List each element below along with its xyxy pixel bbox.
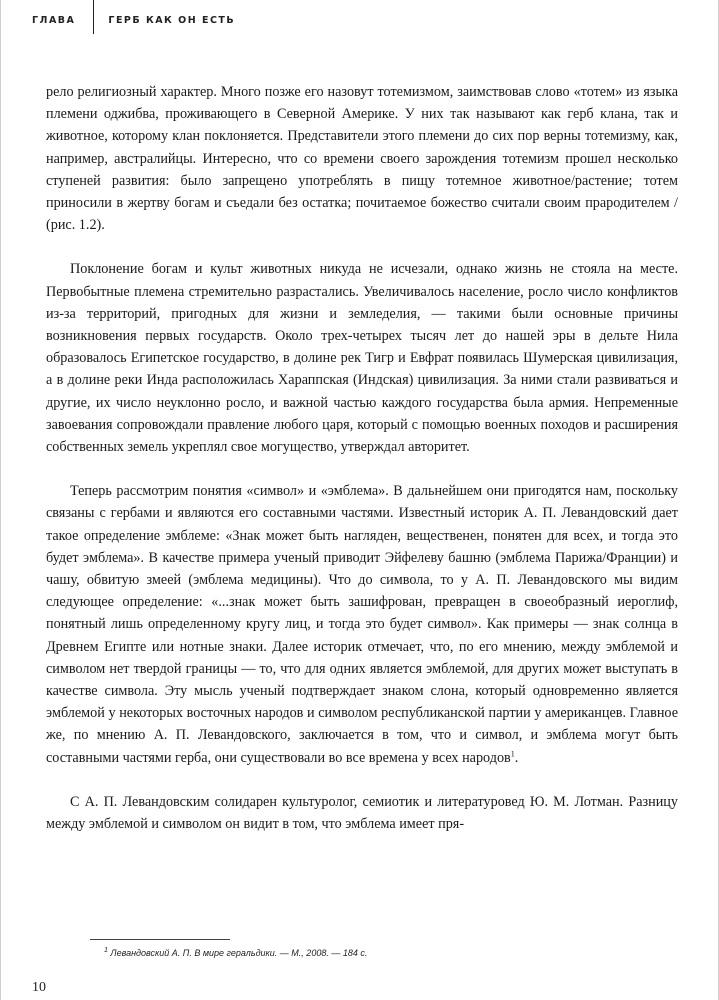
- running-title: ГЕРБ КАК ОН ЕСТЬ: [108, 14, 236, 26]
- paragraph-2: Поклонение богам и культ животных никуда не исчезали, однако жизнь не стояла на месте. Первобытные племена стремительно разрастались. Увеличивалось население, росло число конфликтов из-за территорий, пригодных для жизни и земледелия, — такими были основные причины возникновения первых государств. Около трех-четырех тысяч лет до нашей эры в дельте Нила образовалось Египетское государство, в долине рек Тигр и Евфрат появилась Шумерская цивилизация, а в долине реки Инда расположилась Хараппская (Индская) цивилизация. За ними стали развиваться и другие, их число неуклонно росло, и важной частью каждого государства была армия. Непременные завоевания сопровождали правление любого царя, который с помощью военных походов и расширения собственных земель укреплял свое могущество, утверждал авторитет.: [46, 261, 678, 456]
- page-number: 10: [32, 980, 46, 995]
- footnote-reference[interactable]: 1: [510, 748, 515, 758]
- paragraph-3: Теперь рассмотрим понятия «символ» и «эмблема». В дальнейшем они пригодятся нам, поскольку связаны с гербами и являются его составными частями. Известный историк А. П. Левандовский дает такое определение эмблеме: «Знак может быть нагляден, вещественен, понятен для всех, и тогда это будет эмблема». В качестве примера ученый приводит Эйфелеву башню (эмблема Парижа/Франции) и чашу, обвитую змеей (эмблема медицины). Что до символа, то у А. П. Левандовского мы видим следующее определение: «...знак может быть зашифрован, превращен в своеобразный иероглиф, понятный лишь определенному кругу лиц, и тогда это будет символ». Как примеры — знак солнца в Древнем Египте или нотные знаки. Далее историк отмечает, что, по его мнению, между эмблемой и символом нет твердой границы — то, что для одних является эмблемой, для других может выступать в качестве символа. Эту мысль ученый подтверждает знаком слона, который одновременно является эмблемой у некоторых восточных народов и символом республиканской партии у американцев. Главное же, по мнению А. П. Левандовского, заключается в том, что и символ, и эмблема могут быть составными частями герба, они существовали во все времена у всех народов$^1$.: [46, 483, 678, 766]
- paragraph-3-text: Теперь рассмотрим понятия «символ» и «эмблема». В дальнейшем они пригодятся нам, поскольку связаны с гербами и являются его составными частями. Известный историк А. П. Левандовский дает такое определение эмблеме: «Знак может быть нагляден, вещественен, понятен для всех, и тогда это будет эмблема». В качестве примера ученый приводит Эйфелеву башню (эмблема Парижа/Франции) и чашу, обвитую змеей (эмблема медицины). Что до символа, то у А. П. Левандовского мы видим следующее определение: «...знак может быть зашифрован, превращен в своеобразный иероглиф, понятный лишь определенному кругу лиц, и тогда это будет символ». Как примеры — знак солнца в Древнем Египте или нотные знаки. Далее историк отмечает, что, по его мнению, между эмблемой и символом нет твердой границы — то, что для одних является эмблемой, для других может выступать в качестве символа. Эту мысль ученый подтверждает знаком слона, который одновременно является эмблемой у некоторых восточных народов и символом республиканской партии у американцев. Главное же, по мнению А. П. Левандовского, заключается в том, что и символ, и эмблема могут быть составными частями герба, они существовали во все времена у всех народов: [46, 483, 678, 766]
- paragraph-4: С А. П. Левандовским солидарен культуролог, семиотик и литературовед Ю. М. Лотман. Разницу между эмблемой и символом он видит в том, что эмблема имеет пря-: [46, 793, 678, 833]
- chapter-label: ГЛАВА: [32, 14, 76, 26]
- paragraph-1: рело религиозный характер. Много позже его назовут тотемизмом, заимствовав слово «тотем» из языка племени оджибва, проживающего в Северной Америке. У них так называют как герб клана, так и животное, которому клан поклоняется. Представители этого племени до сих пор верны тотемизму, как, например, австралийцы. Интересно, что со времени своего зарождения тотемизм прошел несколько ступеней развития: было запрещено употреблять в пищу тотемное животное/растение; тотем приносили в жертву богам и съедали без остатка; почитаемое божество считали своим прародителем / (рис. 1.2).: [46, 84, 678, 234]
- footnote-marker: 1: [104, 947, 108, 954]
- footnote-rule: [90, 939, 230, 940]
- footnote-text: Левандовский А. П. В мире геральдики. — М., 2008. — 184 с.: [110, 948, 368, 958]
- page-frame-left: [0, 0, 1, 1000]
- header-divider: [93, 0, 94, 34]
- body-text: [46, 81, 678, 857]
- running-header: [32, 0, 235, 40]
- footnote: [104, 948, 367, 958]
